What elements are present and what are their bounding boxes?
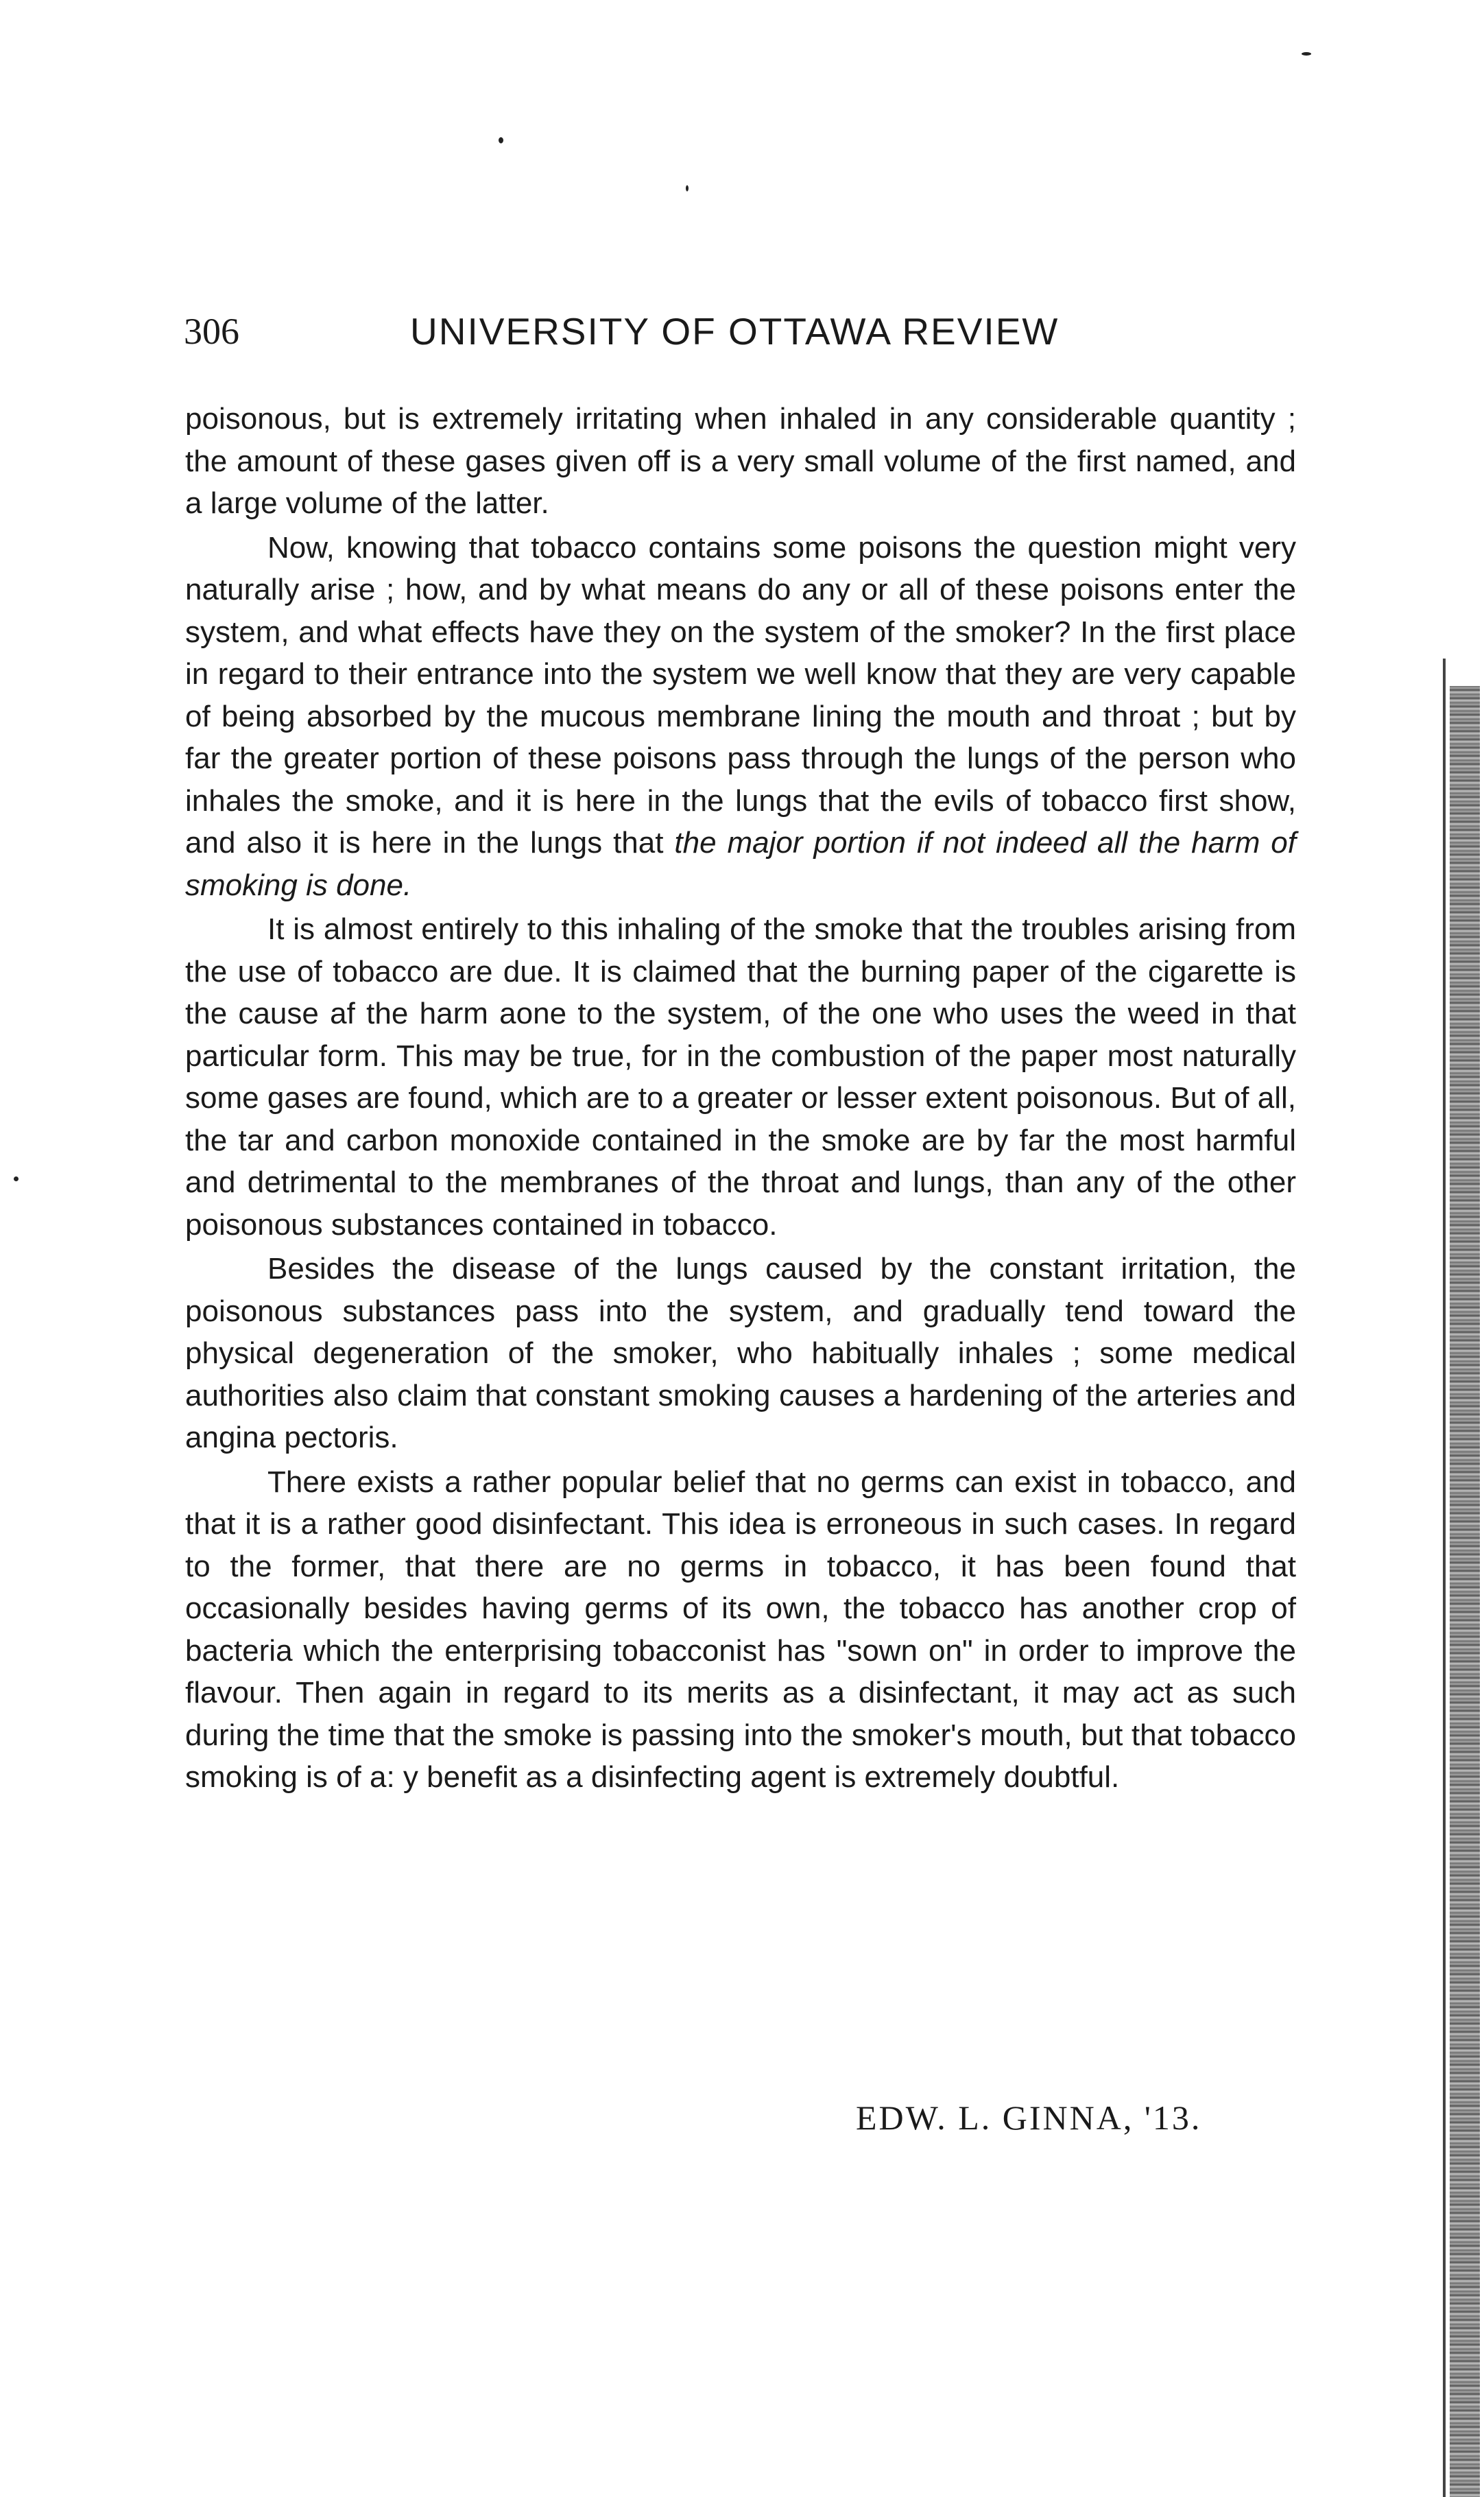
paragraph-5: There exists a rather popular belief that no germs can exist in tobacco, and that it is a rather good disinfectant. This idea is erroneous in such cases. In regard to the former, that there are no germs in tobacco, it has been found that occasionally besides having germs of its own, the tobacco has another crop of bacteria which the enterprising tobacconist has "sown on" in order to improve the flavour. Then again in regard to its merits as a disinfectant, it may act as such during the time that the smoke is passing into the smoker's mouth, but that tobacco smoking is of a: y benefit as a disinfecting agent is extremely doubtful. [185,1465,1296,1794]
paragraph-3: It is almost entirely to this inhaling of the smoke that the troubles arising from the use of tobacco are due. It is claimed that the burning paper of the cigarette is the cause af the harm aone to the system, of the one who uses the weed in that particular form. This may be true, for in the combustion of the paper most naturally some gases are found, which are to a greater or lesser extent poisonous. But of all, the tar and carbon monoxide contained in the smoke are by far the most harmful and detrimental to the membranes of the throat and lungs, than any of the other poisonous substances contained in tobacco. [185,912,1296,1242]
paragraph-4: Besides the disease of the lungs caused by the constant irritation, the poisonous substances pass into the system, and gradually tend toward the physical degeneration of the smoker, who habitually inhales ; some medical authorities also claim that constant smoking causes a hardening of the arteries and angina pectoris. [185,1252,1296,1454]
speck-mark [1302,52,1311,56]
author-signature: EDW. L. GINNA, '13. [856,2098,1202,2137]
speck-mark [499,137,503,143]
page-edge-strip [1450,686,1480,2497]
paragraph-2-text: Now, knowing that tobacco contains some poisons the question might very naturally arise ; how, and by what means do any or all of these poisons enter the system, and what effects have they on the system of the smoker? In the first place in regard to their entrance into the system we well know that they are very capable of being absorbed by the mucous membrane lining the mouth and throat ; but by far the greater portion of these poisons pass through the lungs of the person who inhales the smoke, and it is here in the lungs that the evils of tobacco first show, and also it is here in the lungs that [185,530,1296,860]
page-edge-line [1443,659,1446,2497]
page-header [184,307,1295,355]
speck-mark [686,185,689,191]
speck-mark [14,1176,19,1181]
running-title: UNIVERSITY OF OTTAWA REVIEW [410,310,1060,353]
page-number: 306 [184,311,239,352]
paragraph-2-italic: the major portion if not indeed all the harm of smoking is done. [185,826,1296,902]
paragraph-1: poisonous, but is extremely irritating when inhaled in any considerable quantity ; the amount of these gases given off is a very small volume of the first named, and a large volume of the latter. [185,402,1296,520]
article-body [185,398,1296,1801]
paragraph-2 [185,527,1296,907]
